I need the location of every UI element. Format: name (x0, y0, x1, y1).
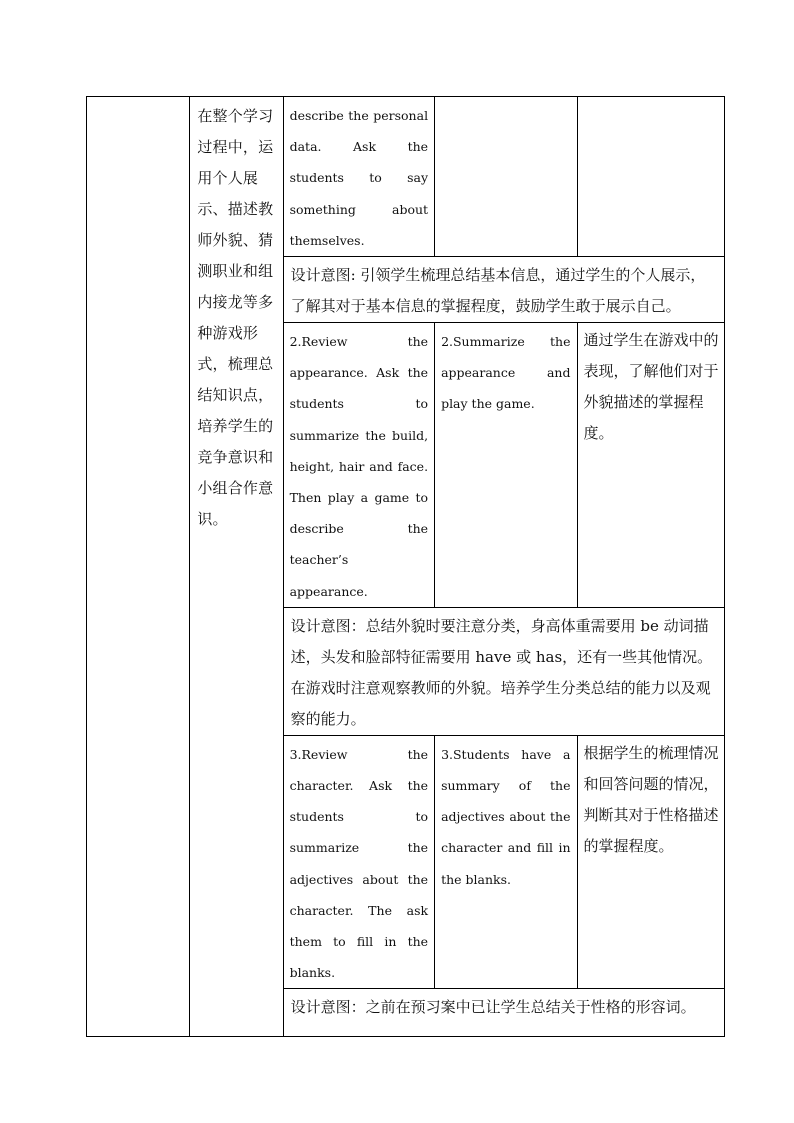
note-cell (577, 323, 725, 608)
student-activity-cell (435, 323, 577, 608)
note-cell (577, 735, 725, 989)
design-intent-text: 设计意图：总结外貌时要注意分类，身高体重需要用 be 动词描述，头发和脸部特征需要用 have 或 has，还有一些其他情况。在游戏时注意观察教师的外貌。培养学生分类总结的能力以及观察的能力。 (290, 616, 713, 728)
teacher-activity-text: describe the personal data. Ask the students to say something about themselves. (289, 108, 429, 248)
design-intent-cell (283, 257, 724, 323)
student-activity-cell (435, 735, 577, 989)
teacher-activity-text: 2.Review the appearance. Ask the students to summarize the build, height, hair and face. Then play a game to describe the teacher’s appearance. (289, 334, 429, 599)
design-intent-text: 设计意图：之前在预习案中已让学生总结关于性格的形容词。 (290, 998, 696, 1017)
student-activity-cell (435, 97, 577, 257)
table-row (87, 97, 725, 257)
note-cell (577, 97, 725, 257)
design-intent-text: 设计意图: 引领学生梳理总结基本信息，通过学生的个人展示，了解其对于基本信息的掌握程度，鼓励学生敢于展示自己。 (290, 266, 706, 316)
teacher-activity-cell (283, 735, 434, 989)
note-text (578, 97, 725, 99)
note-text: 通过学生在游戏中的表现，了解他们对于外貌描述的掌握程度。 (583, 331, 719, 443)
goal-cell (190, 97, 283, 1037)
goal-text: 在整个学习过程中，运用个人展示、描述教师外貌、猜测职业和组内接龙等多种游戏形式，梳理总结知识点，培养学生的竞争意识和小组合作意识。 (197, 107, 274, 528)
teacher-activity-cell (283, 97, 434, 257)
design-intent-cell (283, 607, 724, 735)
teacher-activity-text: 3.Review the character. Ask the students to summarize the adjectives about the character. The ask them to fill in the blanks. (289, 746, 429, 981)
student-activity-text (435, 97, 576, 100)
lesson-plan-table (86, 96, 725, 1037)
note-text: 根据学生的梳理情况和回答问题的情况，判断其对于性格描述的掌握程度。 (583, 743, 719, 855)
student-activity-text: 3.Students have a summary of the adjectives about the character and fill in the blanks. (441, 746, 571, 887)
design-intent-cell (283, 989, 724, 1037)
teacher-activity-cell (283, 323, 434, 608)
stage-cell (87, 97, 190, 1037)
student-activity-text: 2.Summarize the appearance and play the game. (441, 334, 571, 412)
